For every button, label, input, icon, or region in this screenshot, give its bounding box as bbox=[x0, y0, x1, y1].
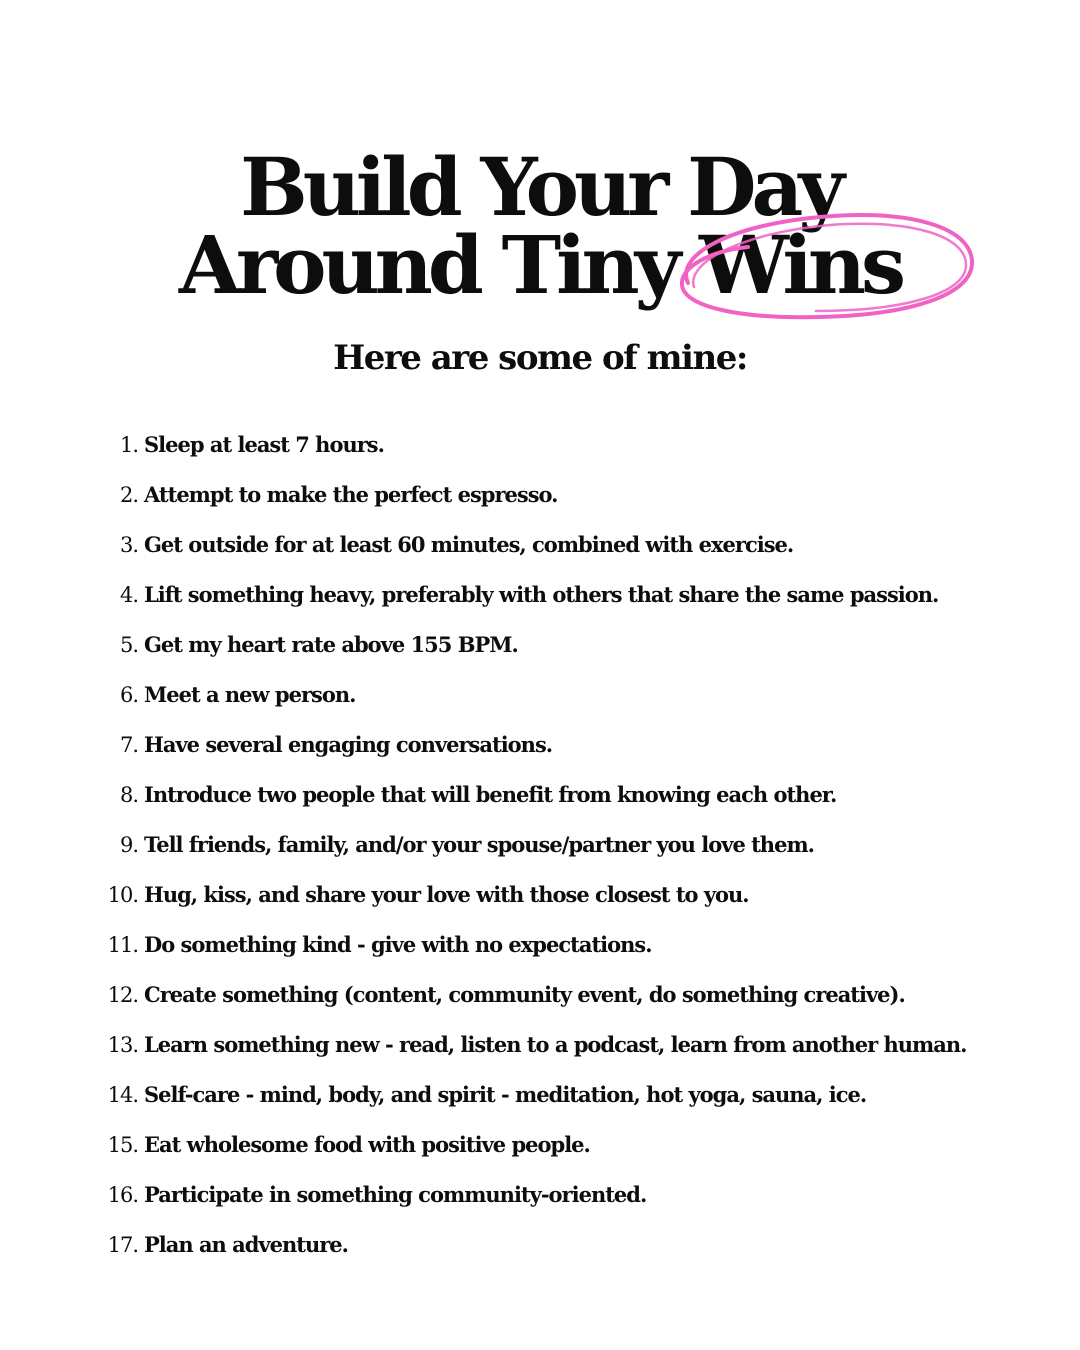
list-item bbox=[0, 625, 1080, 665]
list-item-text: Self-care - mind, body, and spirit - meditation, hot yoga, sauna, ice. bbox=[144, 1082, 867, 1107]
list-item-number: 14. bbox=[107, 1083, 138, 1107]
list-item-number: 3. bbox=[119, 533, 138, 557]
list-item-number: 12. bbox=[107, 983, 138, 1007]
list-item bbox=[0, 1125, 1080, 1165]
list-item-number: 7. bbox=[119, 733, 138, 757]
list-item-text: Create something (content, community event, do something creative). bbox=[144, 982, 905, 1007]
list-item-text: Lift something heavy, preferably with others that share the same passion. bbox=[144, 582, 939, 607]
list-item-number: 4. bbox=[119, 583, 138, 607]
list-item-text: Attempt to make the perfect espresso. bbox=[144, 482, 558, 507]
list-item bbox=[0, 775, 1080, 815]
subtitle: Here are some of mine: bbox=[333, 338, 747, 378]
list-item-number: 16. bbox=[107, 1183, 138, 1207]
list-item-number: 5. bbox=[119, 633, 138, 657]
list-item bbox=[0, 925, 1080, 965]
list-item-text: Get my heart rate above 155 BPM. bbox=[144, 632, 518, 657]
list-item-number: 2. bbox=[119, 483, 138, 507]
list-item bbox=[0, 1225, 1080, 1265]
list-item bbox=[0, 475, 1080, 515]
list-item-text: Get outside for at least 60 minutes, combined with exercise. bbox=[144, 532, 794, 557]
list-item-text: Learn something new - read, listen to a podcast, learn from another human. bbox=[144, 1032, 967, 1057]
list-item-number: 10. bbox=[107, 883, 138, 907]
list-item bbox=[0, 725, 1080, 765]
list-item-number: 17. bbox=[107, 1233, 138, 1257]
list-item bbox=[0, 1175, 1080, 1215]
list-item-number: 6. bbox=[119, 683, 138, 707]
list-item-text: Hug, kiss, and share your love with those closest to you. bbox=[144, 882, 749, 907]
list-item-number: 9. bbox=[119, 833, 138, 857]
list-item-text: Meet a new person. bbox=[144, 682, 356, 707]
list-item bbox=[0, 975, 1080, 1015]
list-item bbox=[0, 675, 1080, 715]
list-item bbox=[0, 1025, 1080, 1065]
list-item bbox=[0, 525, 1080, 565]
list-item-number: 13. bbox=[107, 1033, 138, 1057]
list-item-number: 15. bbox=[107, 1133, 138, 1157]
list-item-text: Eat wholesome food with positive people. bbox=[144, 1132, 590, 1157]
list-item-text: Have several engaging conversations. bbox=[144, 732, 553, 757]
list-item bbox=[0, 1075, 1080, 1115]
list-item bbox=[0, 425, 1080, 465]
page-title-line-1: Build Your Day bbox=[240, 140, 840, 234]
list-item-text: Participate in something community-oriented. bbox=[144, 1182, 647, 1207]
list-item-text: Sleep at least 7 hours. bbox=[144, 432, 384, 457]
list-item-number: 1. bbox=[119, 433, 138, 457]
list-item bbox=[0, 875, 1080, 915]
list-item bbox=[0, 825, 1080, 865]
list-item-text: Tell friends, family, and/or your spouse/partner you love them. bbox=[144, 832, 814, 857]
list-item-text: Plan an adventure. bbox=[144, 1232, 348, 1257]
list-item bbox=[0, 575, 1080, 615]
list-item-text: Do something kind - give with no expectations. bbox=[144, 932, 652, 957]
list-item-number: 8. bbox=[119, 783, 138, 807]
page-title-line-2: Around Tiny Wins bbox=[178, 218, 902, 312]
list-item-text: Introduce two people that will benefit from knowing each other. bbox=[144, 782, 837, 807]
list-item-number: 11. bbox=[107, 933, 138, 957]
